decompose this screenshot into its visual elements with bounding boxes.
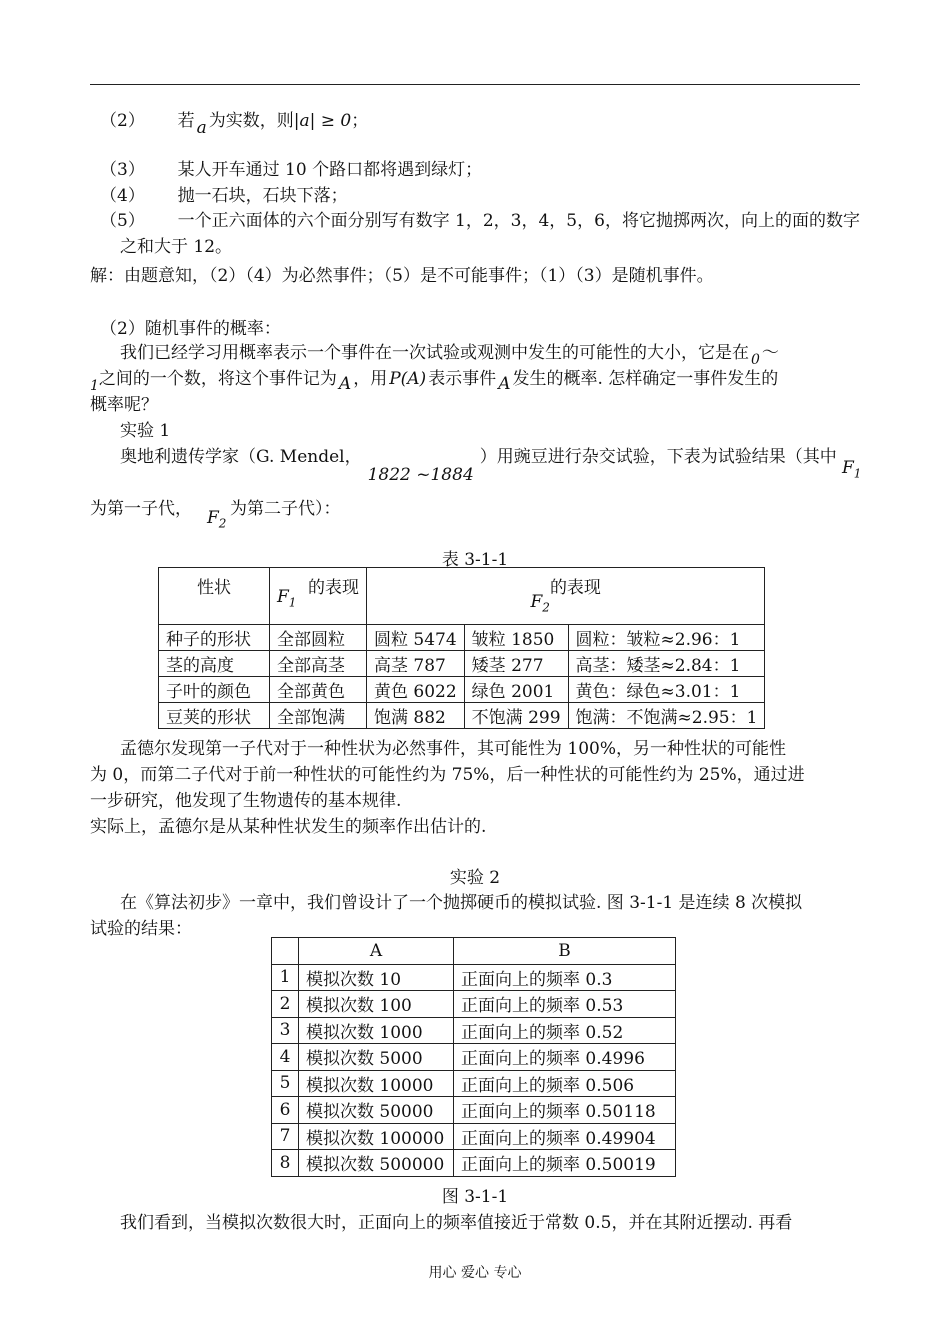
item-number: （2） (100, 111, 145, 131)
table-header-row (272, 938, 676, 965)
table-header-row (159, 568, 765, 625)
section-paragraph-line3: 概率呢？ (90, 395, 158, 415)
list-item-5-cont: 之和大于 12。 (120, 237, 233, 257)
list-item-4: （4） 抛一石块，石块下落； (100, 186, 348, 206)
column-a-header: A (299, 938, 454, 965)
section-heading: （2）随机事件的概率： (100, 319, 281, 339)
table-row: 6 模拟次数 50000 正面向上的频率 0.50118 (272, 1097, 676, 1124)
section-paragraph-line2: $_1$之间的一个数，将这个事件记为 A ，用 P(A) 表示事件 A 发生的概率. 怎样确定一事件发生的 (90, 369, 779, 394)
table-row: 5 模拟次数 10000 正面向上的频率 0.506 (272, 1070, 676, 1097)
page-footer: 用心 爱心 专心 (428, 1265, 522, 1281)
math-expression: |a| ≥ 0 (293, 111, 352, 131)
experiment2-line2: 试验的结果： (90, 919, 192, 939)
header-f2: $F_2$的表现 (367, 568, 765, 625)
table-row: 种子的形状 全部圆粒 圆粒 5474 皱粒 1850 圆粒：皱粒≈2.96：1 (159, 625, 765, 651)
table-row: 1 模拟次数 10 正面向上的频率 0.3 (272, 964, 676, 991)
mendel-line2: 为 0，而第二子代对于前一种性状的可能性约为 75%，后一种性状的可能性约为 25%，通过进 (90, 765, 805, 785)
table-row: 豆荚的形状 全部饱满 饱满 882 不饱满 299 饱满：不饱满≈2.95：1 (159, 703, 765, 729)
table2-caption: 图 3-1-1 (441, 1187, 509, 1207)
closing-line: 我们看到，当模拟次数很大时，正面向上的频率值接近于常数 0.5，并在其附近摆动. 再看 (120, 1213, 793, 1233)
table-row: 3 模拟次数 1000 正面向上的频率 0.52 (272, 1017, 676, 1044)
section-paragraph-line1: 我们已经学习用概率表示一个事件在一次试验或观测中发生的可能性的大小，它是在 $_0$ ～ (120, 343, 779, 368)
list-item-3: （3） 某人开车通过 10 个路口都将遇到绿灯； (100, 160, 483, 180)
table-row: 4 模拟次数 5000 正面向上的频率 0.4996 (272, 1044, 676, 1071)
header-rule (90, 84, 860, 85)
F2-symbol: $F_2$ (207, 508, 227, 531)
experiment1-line1: 奥地利遗传学家（G. Mendel，1822 ~1884）用豌豆进行杂交试验，下表为试验结果（其中 (120, 447, 837, 485)
table-row: 7 模拟次数 100000 正面向上的频率 0.49904 (272, 1123, 676, 1150)
table-row: 2 模拟次数 100 正面向上的频率 0.53 (272, 991, 676, 1018)
mendel-table (158, 567, 765, 729)
list-item-5: （5） 一个正六面体的六个面分别写有数字 1，2，3，4，5，6，将它抛掷两次，向上的面的数字 (100, 211, 860, 231)
column-b-header: B (454, 938, 676, 965)
header-trait: 性状 (159, 568, 270, 625)
mendel-line3: 一步研究，他发现了生物遗传的基本规律. (90, 791, 402, 811)
solution-text: 解：由题意知，（2）（4）为必然事件；（5）是不可能事件；（1）（3）是随机事件。 (90, 266, 714, 286)
F1-symbol: $F_1$ (842, 458, 862, 481)
experiment1-line2: 为第一子代， (90, 499, 192, 519)
simulation-table (271, 937, 676, 1177)
mendel-line1: 孟德尔发现第一子代对于一种性状为必然事件，其可能性为 100%，另一种性状的可能性 (120, 739, 787, 759)
table-row: 子叶的颜色 全部黄色 黄色 6022 绿色 2001 黄色：绿色≈3.01：1 (159, 677, 765, 703)
mendel-line4: 实际上，孟德尔是从某种性状发生的频率作出估计的. (90, 817, 487, 837)
table-row: 8 模拟次数 500000 正面向上的频率 0.50019 (272, 1150, 676, 1177)
table1-caption: 表 3-1-1 (441, 550, 509, 570)
header-f1: $F_1$ 的表现 (270, 568, 367, 625)
experiment2-line1: 在《算法初步》一章中，我们曾设计了一个抛掷硬币的模拟试验. 图 3-1-1 是连续 8 次模拟 (120, 893, 803, 913)
table-row: 茎的高度 全部高茎 高茎 787 矮茎 277 高茎：矮茎≈2.84：1 (159, 651, 765, 677)
experiment1-title: 实验 1 (120, 421, 171, 441)
list-item-2: （2） 若 a 为实数，则|a| ≥ 0； (100, 111, 369, 138)
experiment2-title: 实验 2 (449, 868, 501, 888)
